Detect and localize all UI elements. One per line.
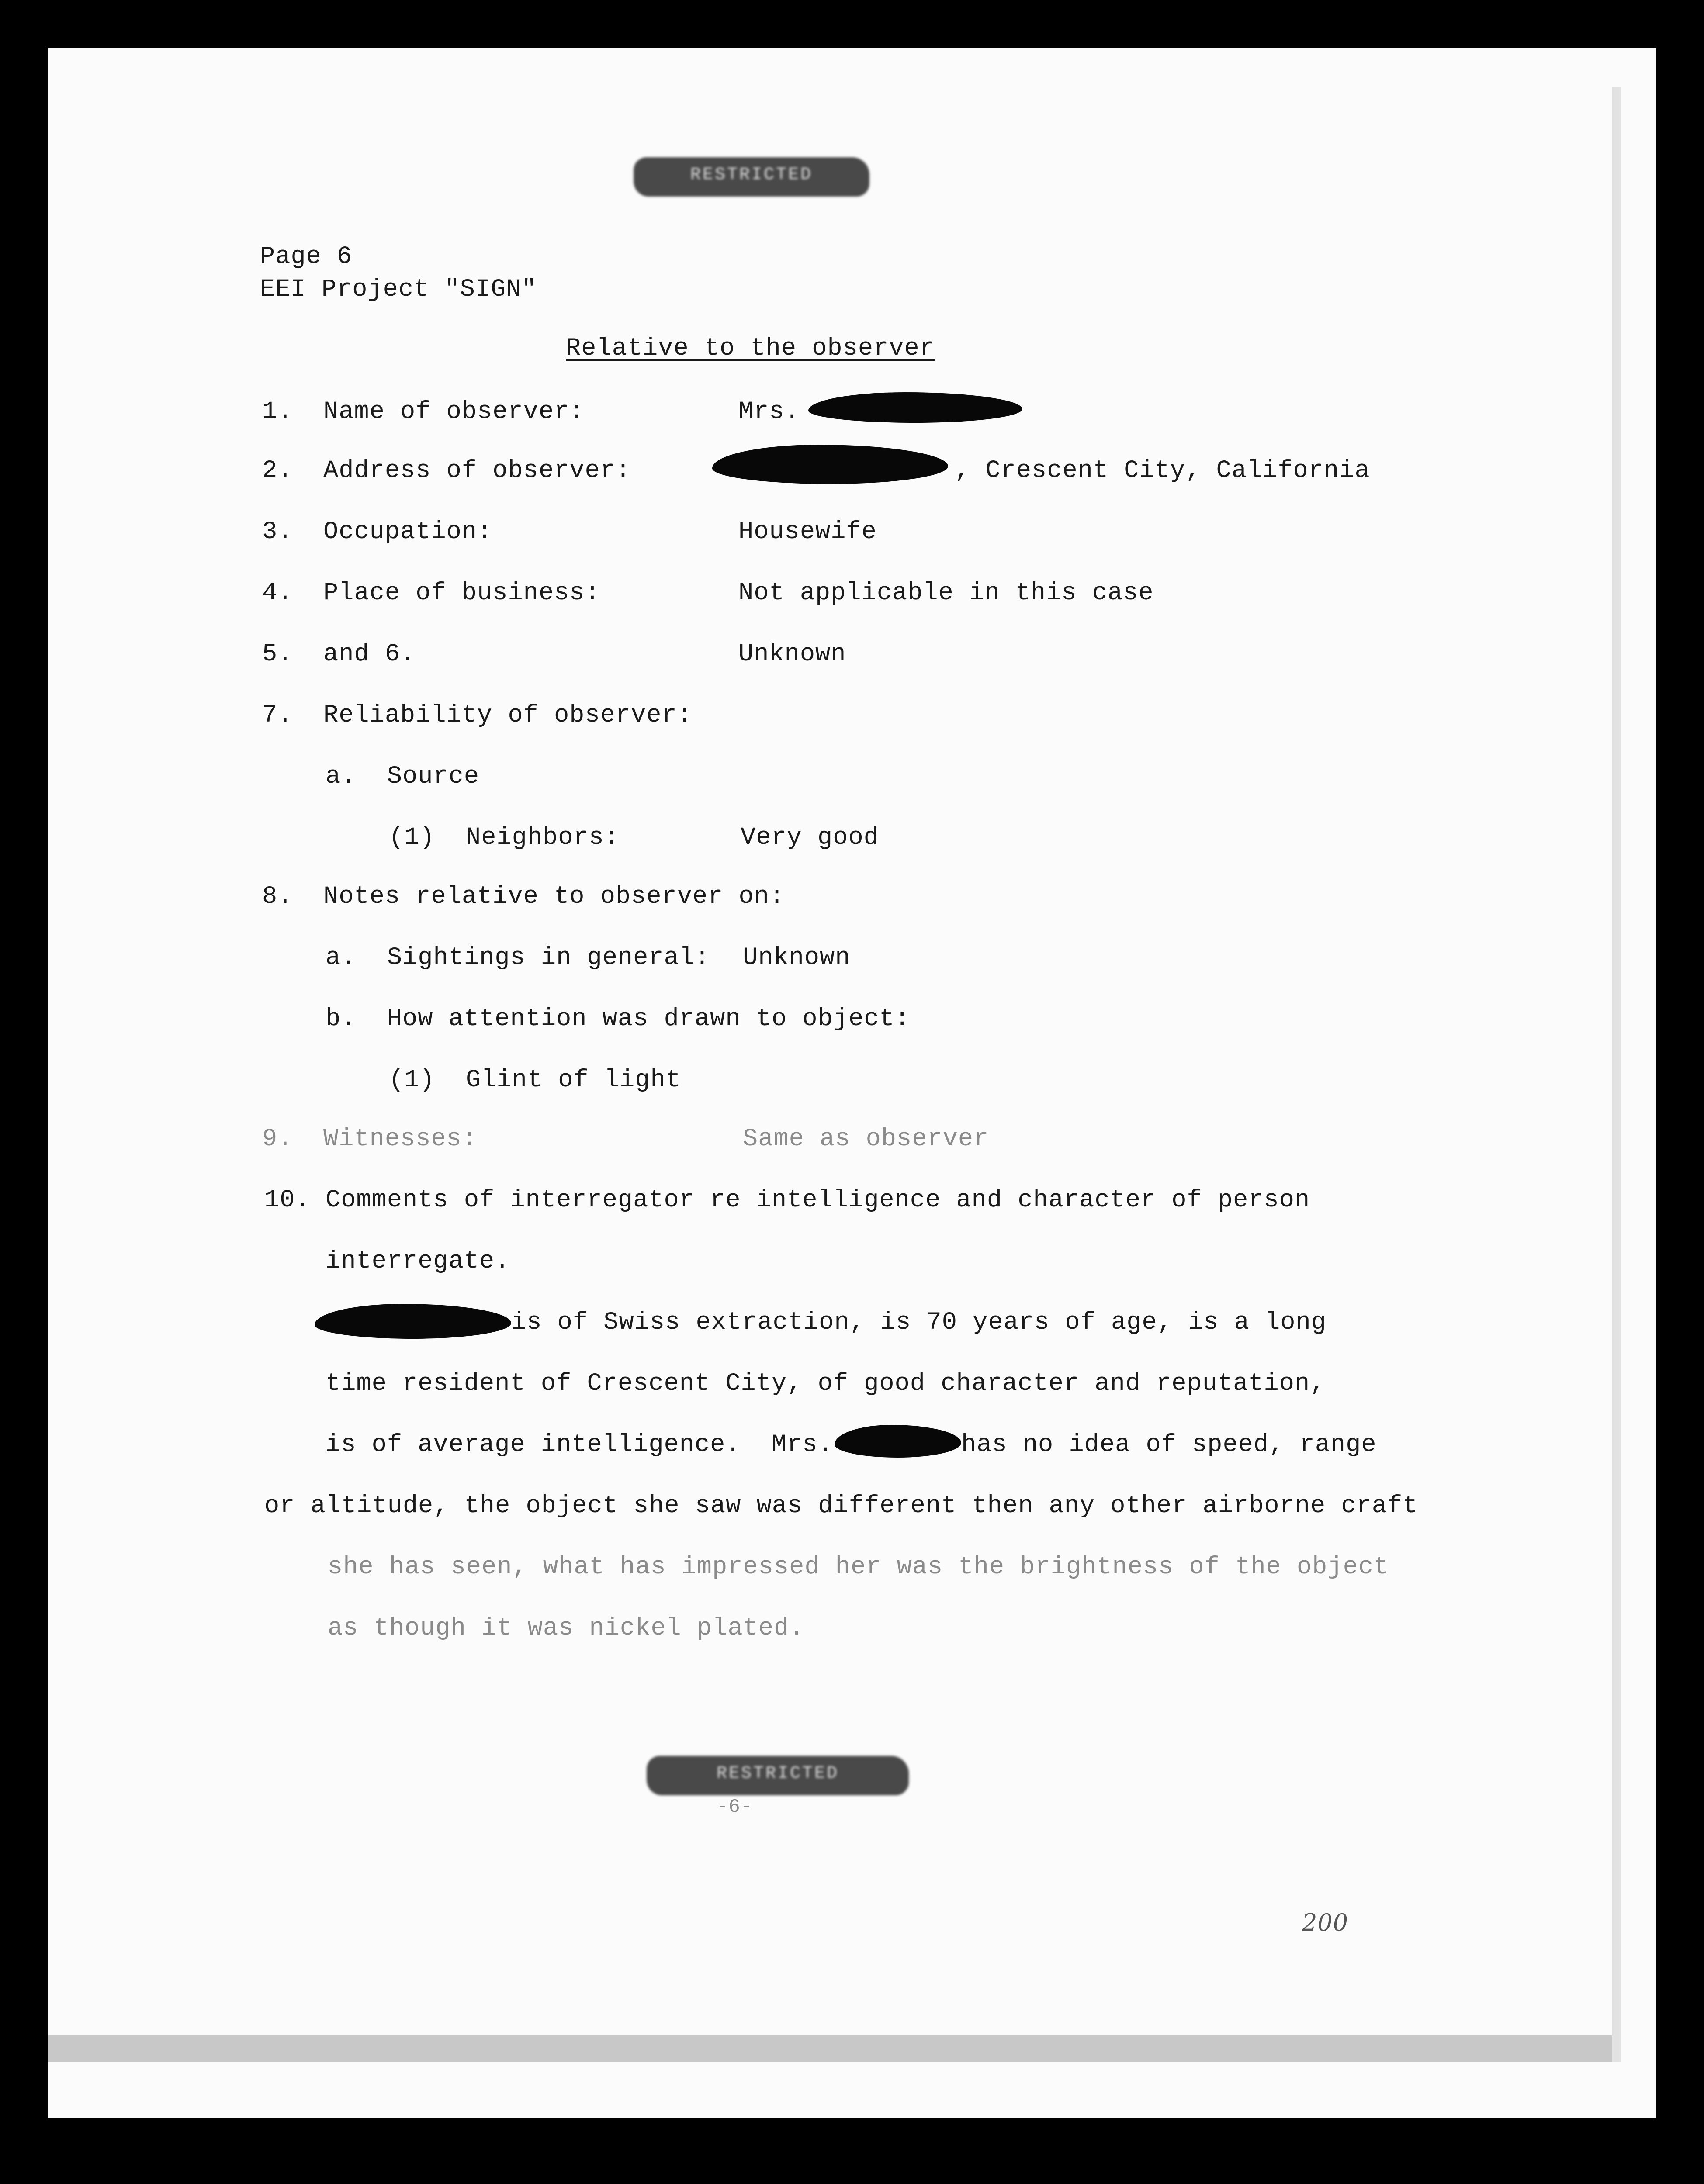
item-number: 2.	[262, 457, 293, 485]
item-label: Notes relative to observer on:	[323, 883, 785, 911]
page-number-footer: -6-	[717, 1796, 753, 1818]
paragraph-line: has no idea of speed, range	[961, 1431, 1377, 1459]
project-label: EEI Project "SIGN"	[260, 276, 537, 304]
paragraph-line: is of Swiss extraction, is 70 years of age, is a long	[511, 1309, 1326, 1337]
item-number: 8.	[262, 883, 293, 911]
stamp-text: RESTRICTED	[690, 165, 813, 185]
paragraph-line: time resident of Crescent City, of good character and reputation,	[326, 1370, 1326, 1398]
item-value: Very good	[741, 824, 879, 852]
item-label: Witnesses:	[323, 1125, 478, 1153]
page-shadow	[48, 2035, 1612, 2062]
item-label: Comments of interregator re intelligence and character of person	[326, 1186, 1310, 1214]
item-number: 10.	[264, 1186, 311, 1214]
handwritten-number: 200	[1302, 1909, 1349, 1936]
page-label: Page 6	[260, 243, 353, 271]
item-label-continued: interregate.	[326, 1248, 510, 1275]
item-label: Name of observer:	[323, 398, 585, 426]
item-value: , Crescent City, California	[955, 457, 1370, 485]
section-title: Relative to the observer	[566, 335, 935, 363]
restricted-stamp-bottom	[647, 1756, 909, 1795]
item-number: 3.	[262, 518, 293, 546]
item-number: 4.	[262, 579, 293, 607]
item-label: Address of observer:	[323, 457, 631, 485]
subitem-label: (1) Neighbors:	[389, 824, 620, 852]
item-number: 9.	[262, 1125, 293, 1153]
item-label: Place of business:	[323, 579, 600, 607]
item-number: 1.	[262, 398, 293, 426]
item-number: 5.	[262, 640, 293, 668]
item-label: Reliability of observer:	[323, 702, 693, 729]
subitem-label: a. Sightings in general:	[326, 944, 710, 972]
item-value: Housewife	[738, 518, 877, 546]
subitem-label: (1) Glint of light	[389, 1066, 681, 1094]
paragraph-line: she has seen, what has impressed her was the brightness of the object	[328, 1553, 1389, 1581]
stamp-text: RESTRICTED	[716, 1764, 839, 1783]
subitem-label: b. How attention was drawn to object:	[326, 1005, 910, 1033]
item-label: Occupation:	[323, 518, 493, 546]
item-label: and 6.	[323, 640, 416, 668]
item-value: Unknown	[743, 944, 851, 972]
restricted-stamp-top	[634, 157, 869, 197]
paragraph-line: is of average intelligence. Mrs.	[326, 1431, 833, 1459]
item-number: 7.	[262, 702, 293, 729]
item-value: Unknown	[738, 640, 846, 668]
item-value: Mrs.	[738, 398, 800, 426]
paragraph-line: or altitude, the object she saw was different then any other airborne craft	[264, 1492, 1418, 1520]
paragraph-line: as though it was nickel plated.	[328, 1614, 805, 1642]
subitem-label: a. Source	[326, 763, 480, 791]
page-edge	[1612, 87, 1621, 2062]
item-value: Not applicable in this case	[738, 579, 1154, 607]
item-value: Same as observer	[743, 1125, 989, 1153]
